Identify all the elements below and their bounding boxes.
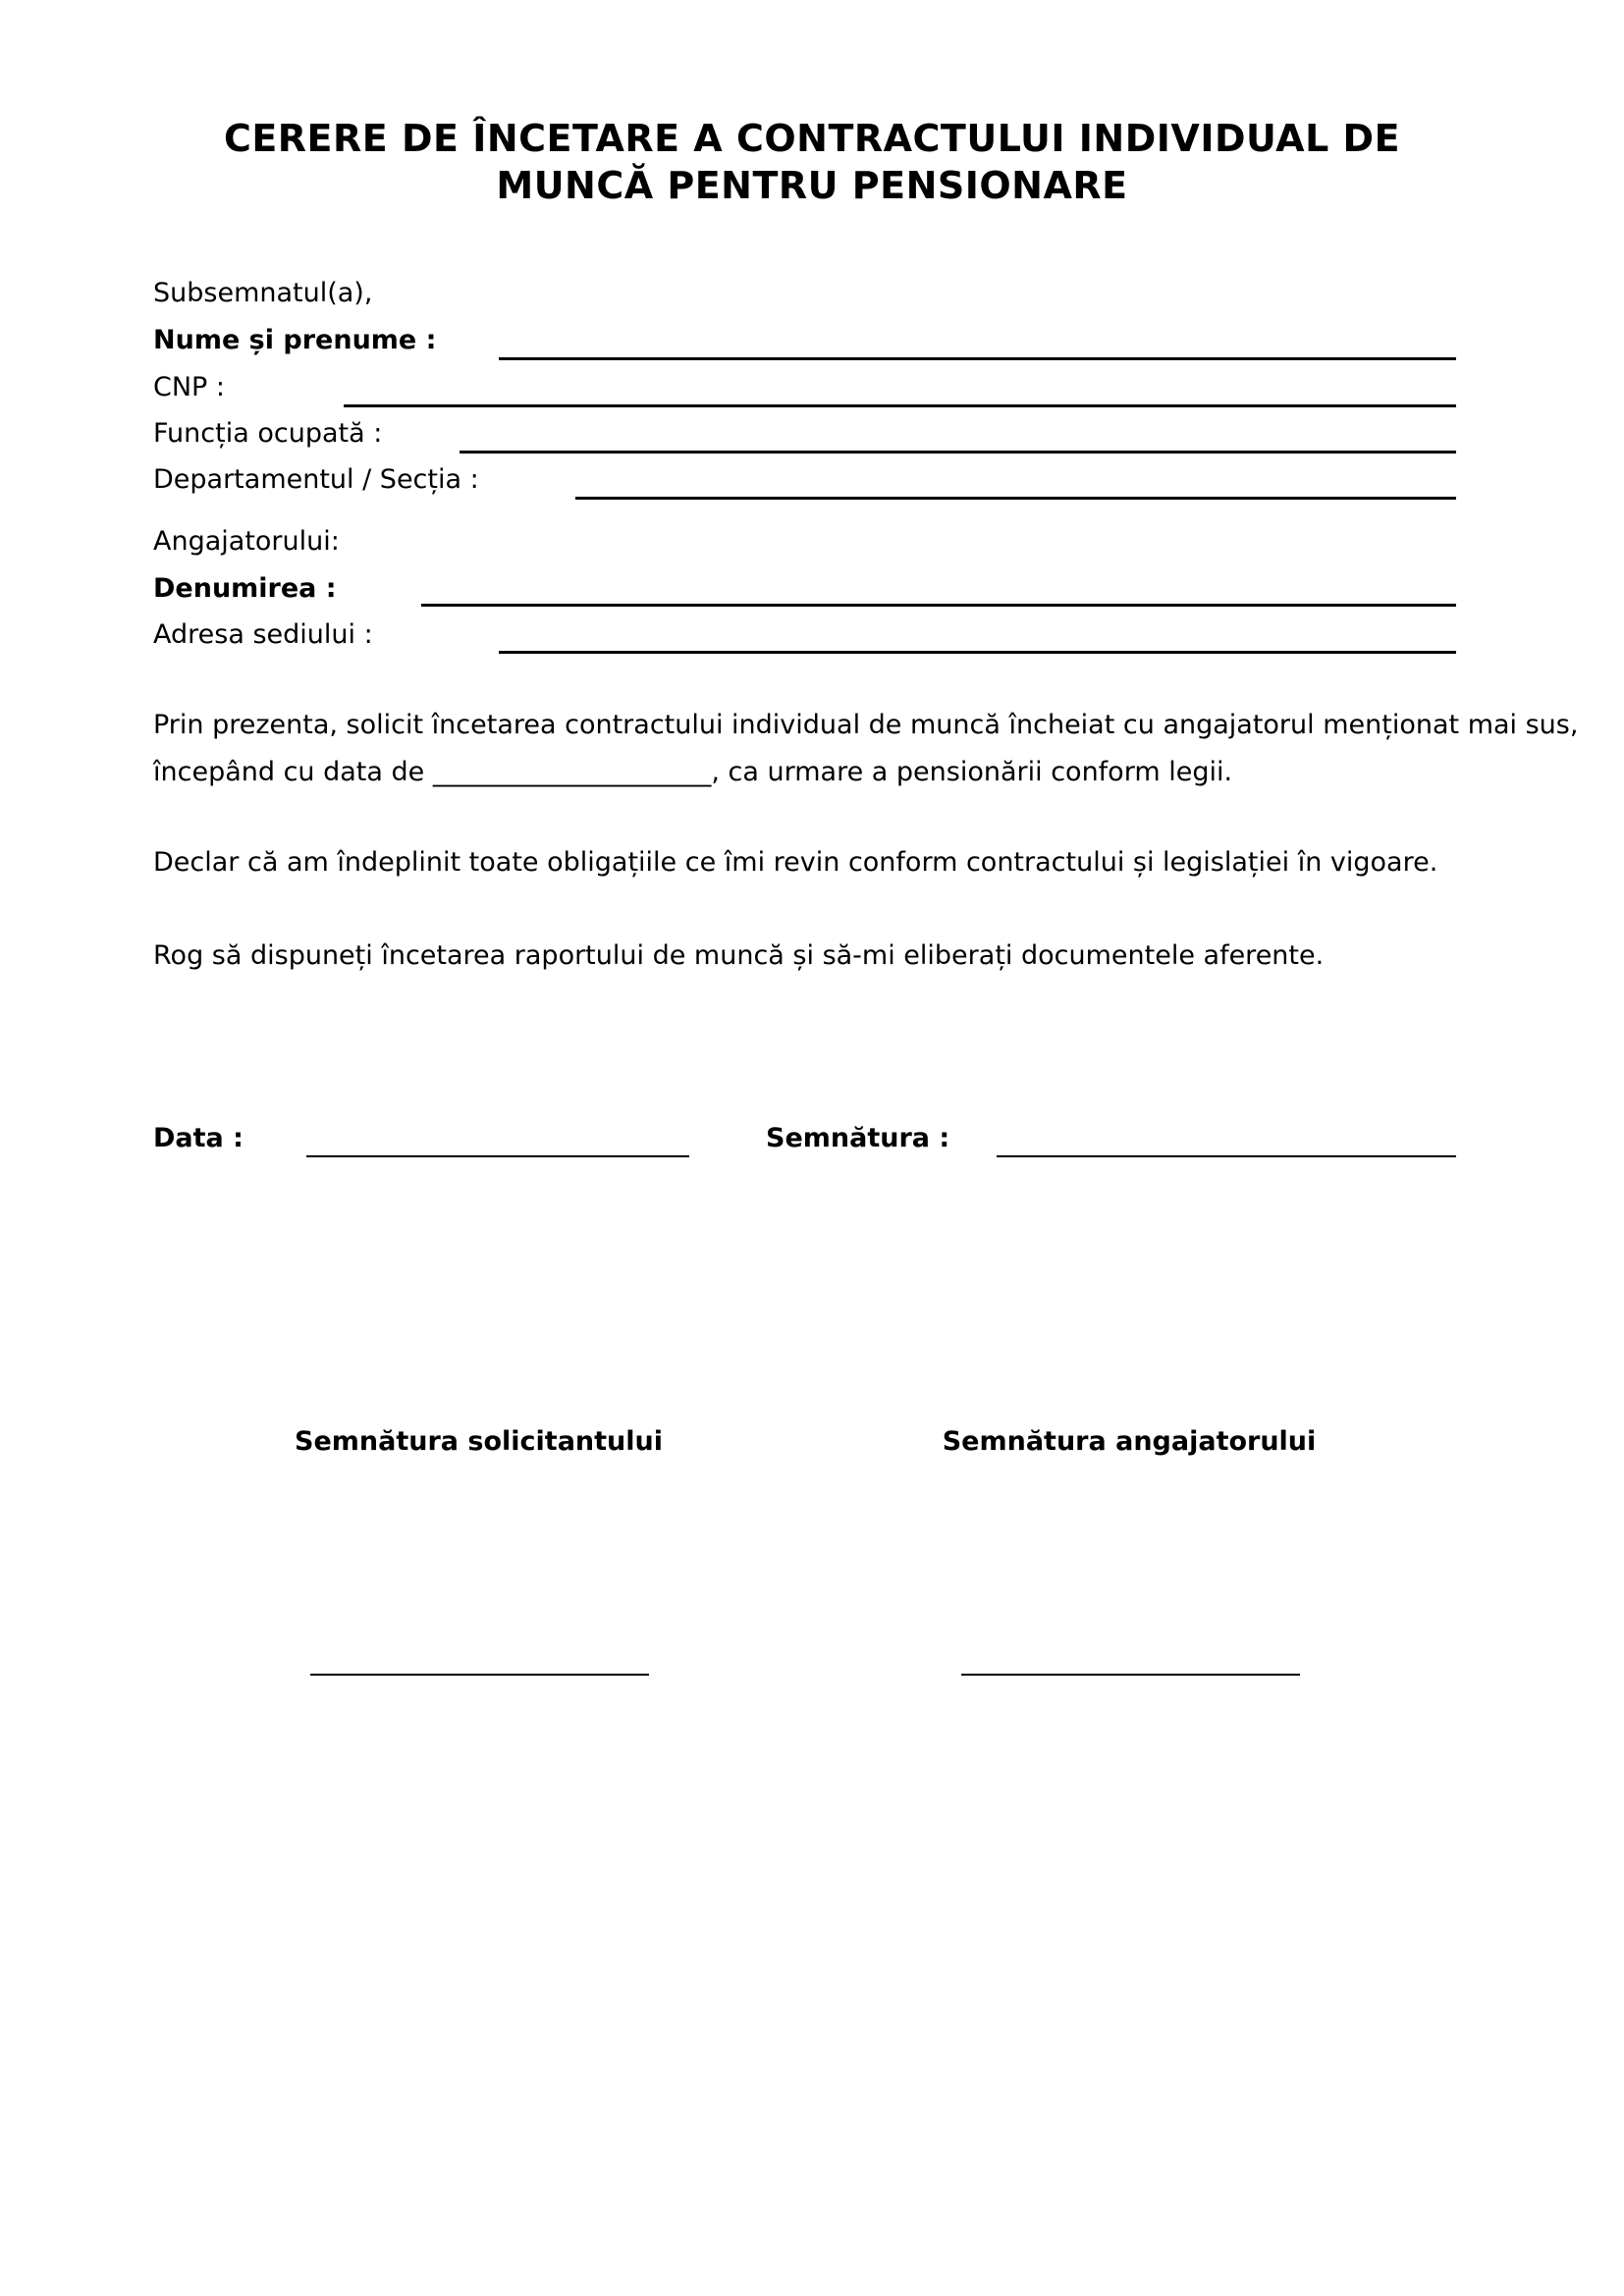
closing-paragraph: Rog să dispuneți încetarea raportului de muncă și să-mi eliberați documentele aferente. — [153, 940, 1325, 971]
name-label: Nume și prenume : — [153, 325, 437, 355]
title-line-2: MUNCĂ PENTRU PENSIONARE — [496, 164, 1128, 207]
department-field-line[interactable] — [575, 497, 1456, 500]
employee-intro: Subsemnatul(a), — [153, 278, 373, 308]
cnp-field-line[interactable] — [344, 404, 1456, 407]
signature-label: Semnătura : — [766, 1123, 950, 1153]
signature-field-line[interactable] — [997, 1155, 1456, 1157]
employer-name-field-line[interactable] — [421, 604, 1456, 607]
applicant-signature-heading: Semnătura solicitantului — [295, 1426, 663, 1457]
employer-address-label: Adresa sediului : — [153, 619, 373, 650]
employer-name-label: Denumirea : — [153, 573, 337, 604]
name-field-line[interactable] — [499, 357, 1456, 360]
employer-signature-heading: Semnătura angajatorului — [942, 1426, 1317, 1457]
request-line-2-end: , ca urmare a pensionării conform legii. — [711, 757, 1233, 787]
title-line-1: CERERE DE ÎNCETARE A CONTRACTULUI INDIVIDUAL DE — [223, 117, 1401, 160]
employer-signature-line[interactable] — [961, 1674, 1300, 1676]
function-label: Funcția ocupată : — [153, 418, 383, 449]
declaration-paragraph: Declar că am îndeplinit toate obligațiile ce îmi revin conform contractului și legislației în vigoare. — [153, 847, 1438, 878]
cnp-label: CNP : — [153, 372, 226, 402]
applicant-signature-line[interactable] — [310, 1674, 649, 1676]
function-field-line[interactable] — [460, 451, 1456, 454]
request-paragraph — [153, 702, 1578, 796]
request-line-2 — [153, 749, 1578, 796]
request-line-1: Prin prezenta, solicit încetarea contractului individual de muncă încheiat cu angajatorul menționat mai sus, — [153, 710, 1579, 740]
date-label: Data : — [153, 1123, 244, 1153]
employer-intro: Angajatorului: — [153, 526, 340, 557]
employer-address-field-line[interactable] — [499, 651, 1456, 654]
start-date-blank[interactable]: _____________________ — [432, 757, 712, 787]
document-title — [153, 115, 1471, 209]
date-field-line[interactable] — [306, 1155, 689, 1157]
department-label: Departamentul / Secția : — [153, 464, 479, 495]
request-line-2-start: începând cu data de — [153, 757, 433, 787]
